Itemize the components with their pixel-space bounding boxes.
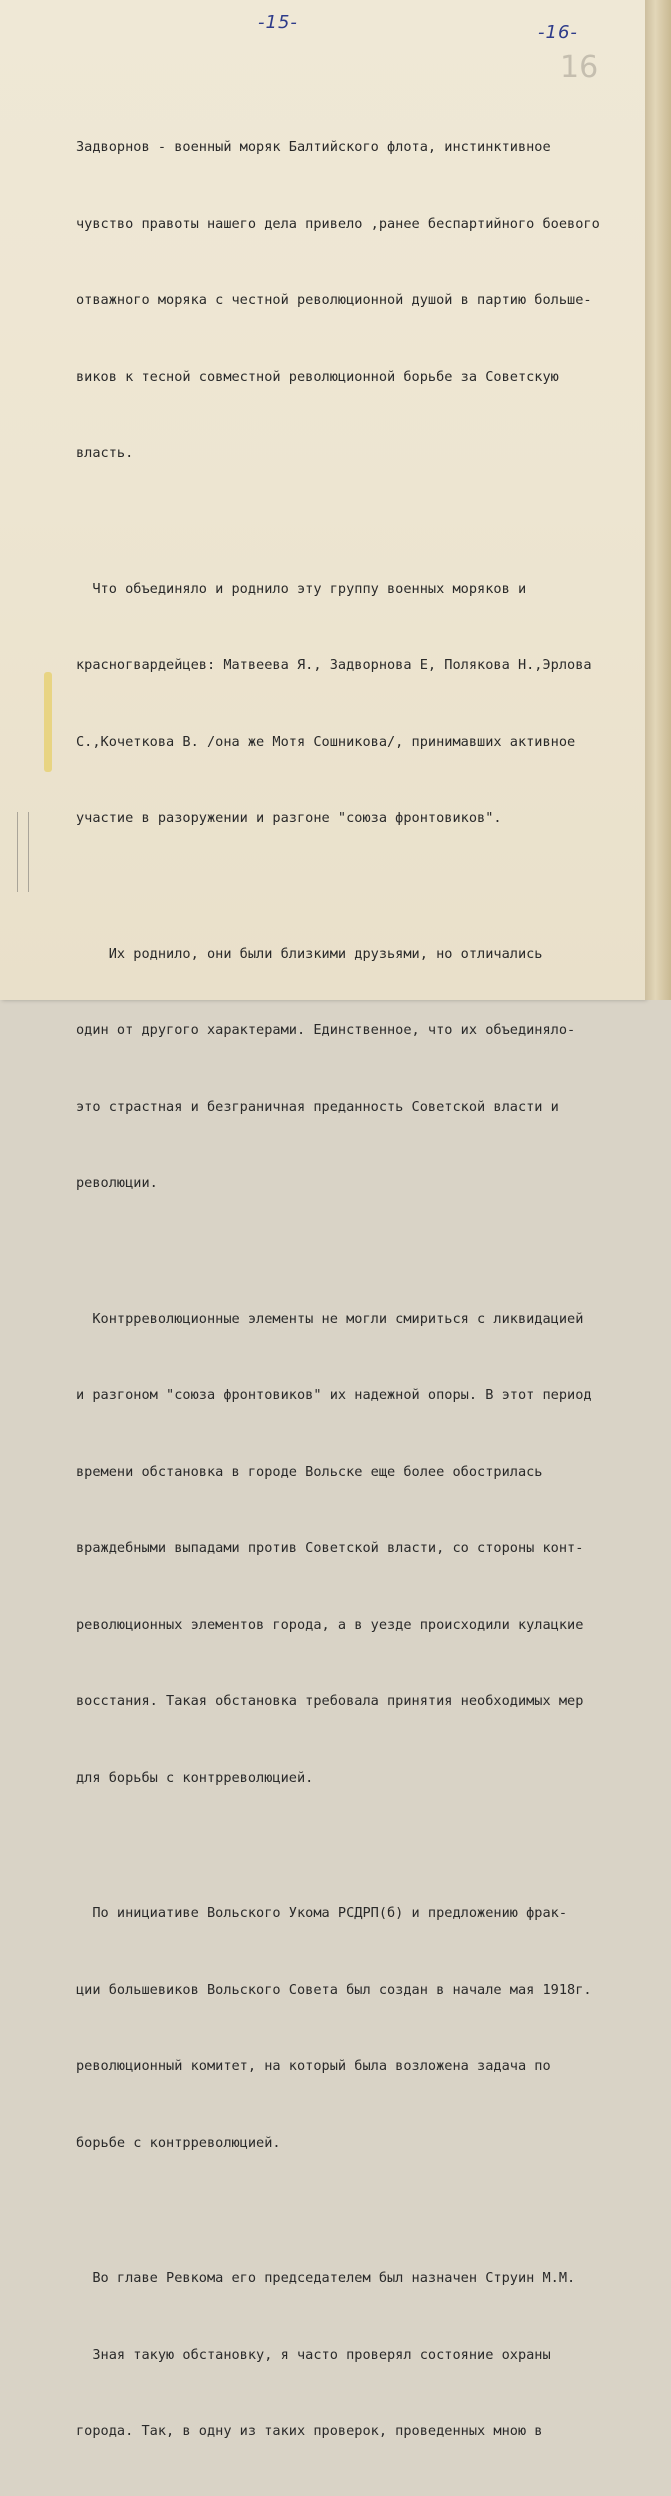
text-line: виков к тесной совместной революционной борьбе за Советскую	[76, 368, 559, 385]
text-line: враждебными выпадами против Советской власти, со стороны конт-	[76, 1540, 584, 1556]
page-edge-background	[645, 0, 671, 1000]
text-line: времени обстановка в городе Вольске еще более обострилась	[76, 1463, 543, 1480]
pencil-page-number: 16	[560, 50, 599, 85]
text-line: По инициативе Вольского Укома РСДРП(б) и предложению фрак-	[76, 1905, 568, 1921]
text-line: Зная такую обстановку, я часто проверял состояние охраны	[76, 2346, 551, 2363]
text-line: ции большевиков Вольского Совета был создан в начале мая 1918г.	[76, 1981, 592, 1998]
text-line: революционных элементов города, а в уезде происходили кулацкие	[76, 1616, 584, 1633]
text-line: власть.	[76, 445, 134, 461]
text-line: это страстная и безграничная преданность Советской власти и	[76, 1098, 559, 1115]
page-number-right: -16-	[538, 22, 578, 43]
text-line: отважного моряка с честной революционной душой в партию больше-	[76, 292, 592, 308]
margin-pencil-lines	[17, 812, 29, 892]
text-line: и разгоном "союза фронтовиков" их надежной опоры. В этот период	[76, 1387, 592, 1403]
highlighter-mark	[44, 672, 52, 772]
text-line: Их роднило, они были близкими друзьями, но отличались	[76, 945, 543, 962]
text-line: города. Так, в одну из таких проверок, проведенных мною в	[76, 2423, 543, 2439]
page-number-center: -15-	[258, 12, 298, 33]
text-line: чувство правоты нашего дела привело ,ранее беспартийного боевого	[76, 215, 600, 232]
text-line: Задворнов - военный моряк Балтийского флота, инстинктивное	[76, 139, 551, 155]
text-line: Контрреволюционные элементы не могли смириться с ликвидацией	[76, 1310, 584, 1327]
text-line: Во главе Ревкома его председателем был назначен Струин М.М.	[76, 2270, 576, 2286]
text-line: революционный комитет, на который была возложена задача по	[76, 2058, 551, 2074]
typewritten-text	[76, 84, 644, 2496]
text-line: один от другого характерами. Единственное, что их объединяло-	[76, 1022, 576, 1038]
text-line: революции.	[76, 1175, 158, 1191]
text-line: С.,Кочеткова В. /она же Мотя Сошникова/, принимавших активное	[76, 733, 576, 750]
text-line: Что объединяло и роднило эту группу военных моряков и	[76, 580, 527, 597]
text-line: для борьбы с контрреволюцией.	[76, 1769, 314, 1786]
text-line: борьбе с контрреволюцией.	[76, 2134, 281, 2151]
text-line: красногвардейцев: Матвеева Я., Задворнова Е, Полякова Н.,Эрлова	[76, 657, 592, 673]
text-line: восстания. Такая обстановка требовала принятия необходимых мер	[76, 1693, 584, 1709]
text-line: участие в разоружении и разгоне "союза фронтовиков".	[76, 810, 502, 826]
